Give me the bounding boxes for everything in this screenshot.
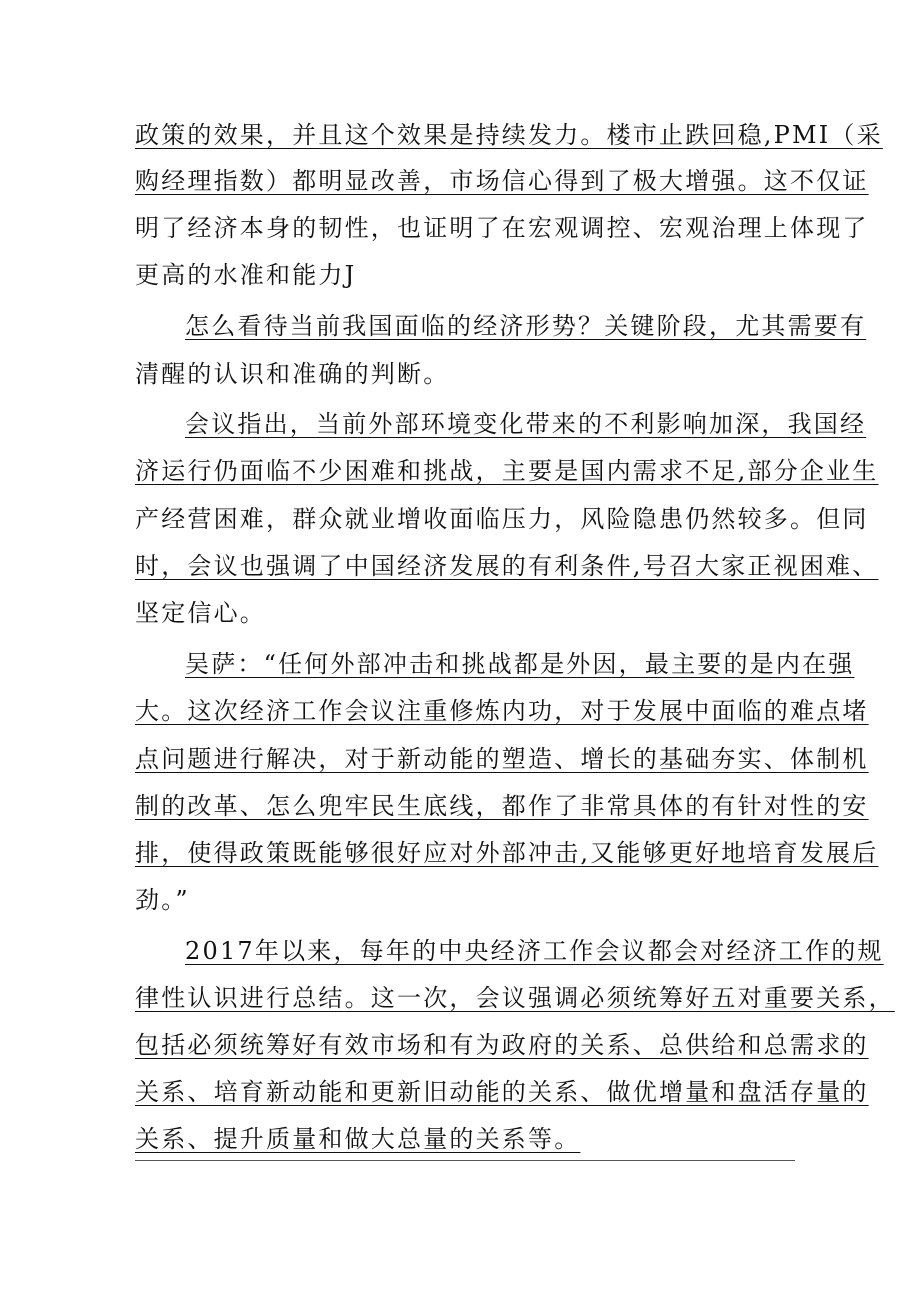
text-line: 制的改革、怎么兜牢民生底线，都作了非常具体的有针对性的安 — [135, 792, 869, 820]
text-line: 济运行仍面临不少困难和挑战，主要是国内需求不足,部分企业生 — [135, 457, 879, 485]
text-line: 劲。” — [135, 886, 190, 914]
text-line: 清醒的认识和准确的判断。 — [135, 360, 450, 388]
text-line: 会议指出，当前外部环境变化带来的不利影响加深，我国经 — [185, 410, 867, 438]
text-line: 更高的水准和能力J — [135, 261, 357, 289]
text-line: 政策的效果，并且这个效果是持续发力。楼市止跌回稳,PMI（采 — [135, 121, 883, 149]
text-line: 包括必须统筹好有效市场和有为政府的关系、总供给和总需求的 — [135, 1031, 869, 1059]
text-line: 关系、培育新动能和更新旧动能的关系、做优增量和盘活存量的 — [135, 1078, 869, 1106]
text-line: 关系、提升质量和做大总量的关系等。 — [135, 1125, 581, 1153]
text-line: 排，使得政策既能够很好应对外部冲击,又能够更好地培育发展后 — [135, 839, 879, 867]
text-line: 大。这次经济工作会议注重修炼内功，对于发展中面临的难点堵 — [135, 697, 869, 725]
bottom-rule — [135, 1160, 795, 1161]
text-line: 时，会议也强调了中国经济发展的有利条件,号召大家正视困难、 — [135, 552, 879, 580]
text-line: 坚定信心。 — [135, 599, 266, 627]
text-line: 点问题进行解决，对于新动能的塑造、增长的基础夯实、体制机 — [135, 745, 869, 773]
text-line: 明了经济本身的韧性，也证明了在宏观调控、宏观治理上体现了 — [135, 214, 869, 242]
text-line: 2017年以来，每年的中央经济工作会议都会对经济工作的规 — [185, 937, 884, 965]
text-line: 购经理指数）都明显改善，市场信心得到了极大增强。这不仅证 — [135, 167, 869, 195]
text-line: 吴萨：“任何外部冲击和挑战都是外因，最主要的是内在强 — [185, 650, 855, 678]
text-line: 怎么看待当前我国面临的经济形势？关键阶段，尤其需要有 — [185, 312, 867, 340]
text-line: 律性认识进行总结。这一次，会议强调必须统筹好五对重要关系， — [135, 984, 895, 1012]
text-line: 产经营困难，群众就业增收面临压力，风险隐患仍然较多。但同 — [135, 505, 869, 533]
